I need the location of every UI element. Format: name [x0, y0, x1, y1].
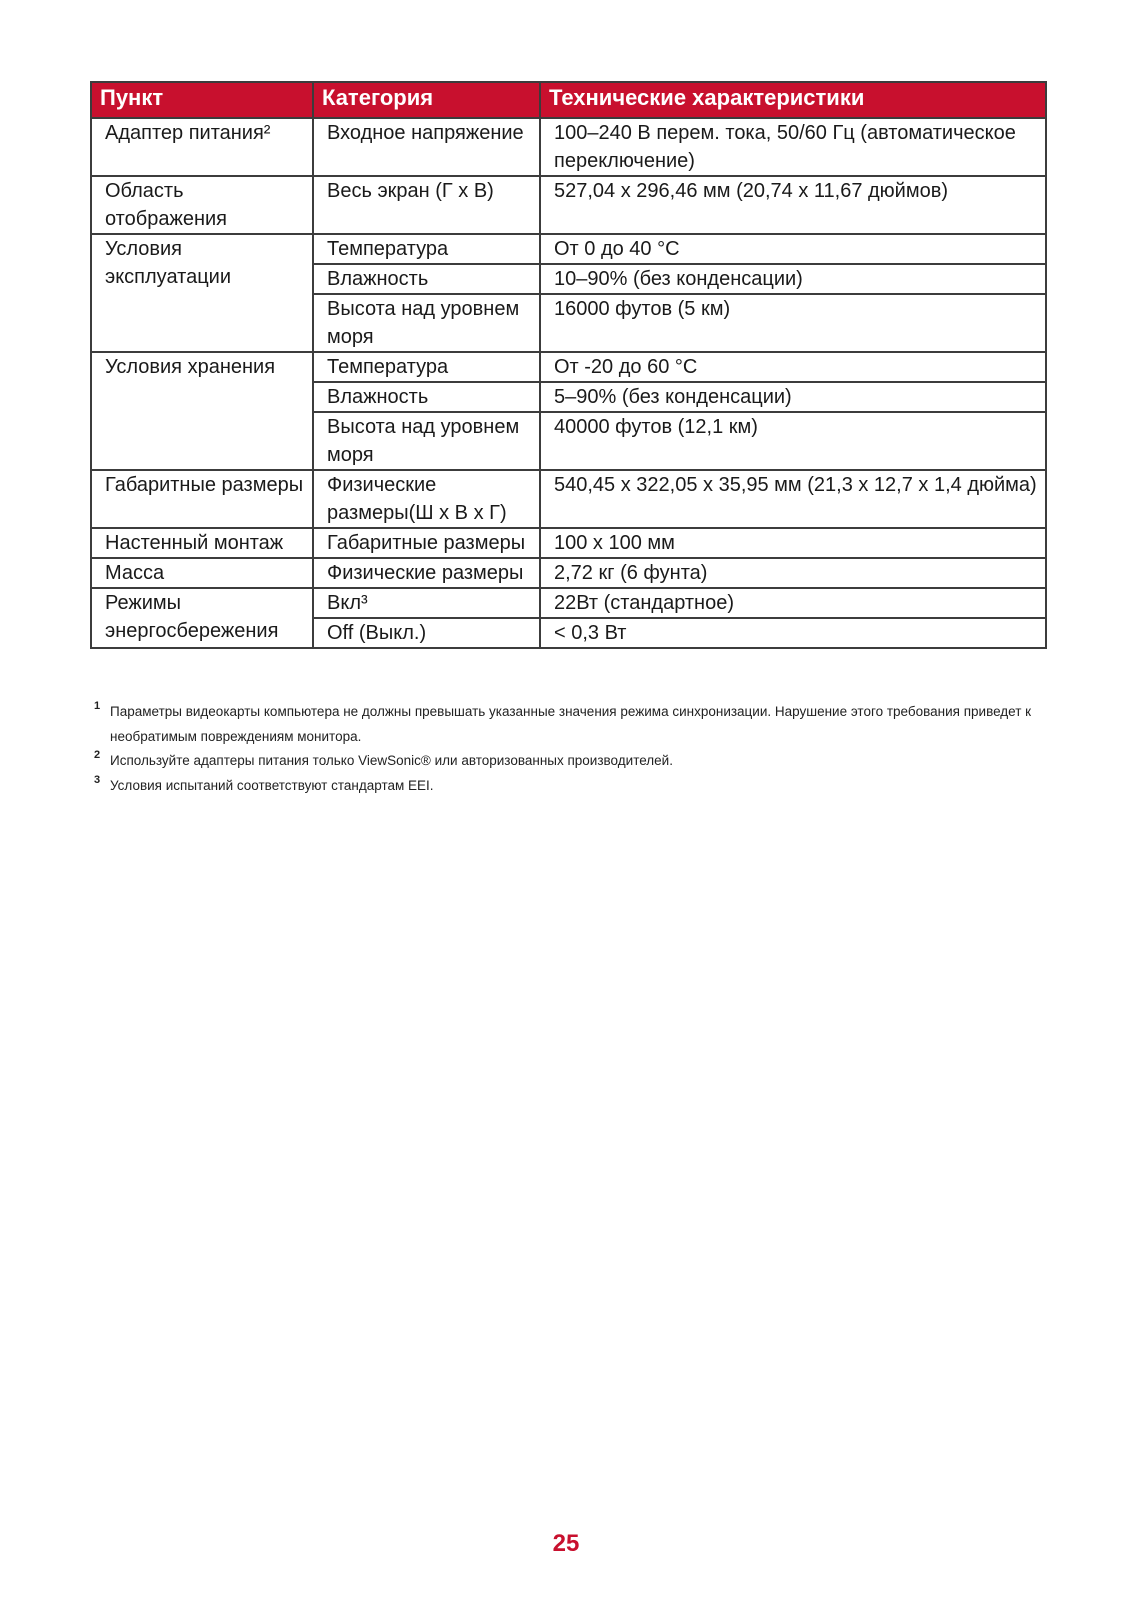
header-category: Категория — [313, 82, 540, 118]
row-spec: 100–240 В перем. тока, 50/60 Гц (автоматическое переключение) — [540, 118, 1046, 176]
table-row — [91, 352, 1046, 382]
footnote-number: 2 — [94, 749, 101, 761]
footnote-3 — [94, 774, 1034, 799]
row-spec: 22Вт (стандартное) — [540, 588, 1046, 618]
footnote-text: Параметры видеокарты компьютера не должны превышать указанные значения режима синхронизации. Нарушение этого требования приведет к необратимым повреждениям монитора. — [110, 704, 1032, 744]
row-category: Влажность — [313, 264, 540, 294]
table-row — [91, 558, 1046, 588]
row-item: Режимы энергосбережения — [91, 588, 313, 648]
table-row — [91, 118, 1046, 176]
row-spec: 2,72 кг (6 фунта) — [540, 558, 1046, 588]
footnote-number: 3 — [94, 773, 101, 786]
footnote-1 — [94, 700, 1034, 749]
table-header-row — [91, 82, 1046, 118]
row-category: Вкл³ — [313, 588, 540, 618]
row-item: Условия хранения — [91, 352, 313, 470]
row-item: Настенный монтаж — [91, 528, 313, 558]
row-category: Температура — [313, 352, 540, 382]
page-number: 25 — [552, 1530, 580, 1557]
row-item: Масса — [91, 558, 313, 588]
row-spec: < 0,3 Вт — [540, 618, 1046, 648]
footnote-text: Условия испытаний соответствуют стандартам EEI. — [110, 777, 434, 793]
row-item: Габаритные размеры — [91, 470, 313, 528]
row-item: Адаптер питания² — [91, 118, 313, 176]
header-item: Пункт — [91, 82, 313, 118]
footnote-2 — [94, 749, 1034, 774]
footnote-text: Используйте адаптеры питания только ViewSonic® или авторизованных производителей. — [110, 753, 673, 768]
row-category: Габаритные размеры — [313, 528, 540, 558]
table-row — [91, 470, 1046, 528]
row-spec: 10–90% (без конденсации) — [540, 264, 1046, 294]
table-row — [91, 234, 1046, 264]
spec-table — [90, 81, 1047, 649]
row-spec: От -20 до 60 °C — [540, 352, 1046, 382]
row-category: Физические размеры — [313, 558, 540, 588]
table-row — [91, 176, 1046, 234]
row-spec: 16000 футов (5 км) — [540, 294, 1046, 352]
row-category: Высота над уровнем моря — [313, 294, 540, 352]
row-item: Условия эксплуатации — [91, 234, 313, 352]
row-spec: 540,45 x 322,05 x 35,95 мм (21,3 x 12,7 x 1,4 дюйма) — [540, 470, 1046, 528]
row-category: Входное напряжение — [313, 118, 540, 176]
row-spec: 527,04 x 296,46 мм (20,74 x 11,67 дюймов) — [540, 176, 1046, 234]
row-spec: 100 x 100 мм — [540, 528, 1046, 558]
footnote-number: 1 — [94, 700, 101, 712]
footnotes — [94, 700, 1034, 798]
row-category: Влажность — [313, 382, 540, 412]
table-row — [91, 528, 1046, 558]
row-spec: 5–90% (без конденсации) — [540, 382, 1046, 412]
row-spec: От 0 до 40 °C — [540, 234, 1046, 264]
row-category: Физические размеры(Ш x В x Г) — [313, 470, 540, 528]
row-spec: 40000 футов (12,1 км) — [540, 412, 1046, 470]
table-row — [91, 588, 1046, 618]
row-category: Высота над уровнем моря — [313, 412, 540, 470]
row-item: Область отображения — [91, 176, 313, 234]
header-spec: Технические характеристики — [540, 82, 1046, 118]
row-category: Off (Выкл.) — [313, 618, 540, 648]
row-category: Температура — [313, 234, 540, 264]
row-category: Весь экран (Г x В) — [313, 176, 540, 234]
